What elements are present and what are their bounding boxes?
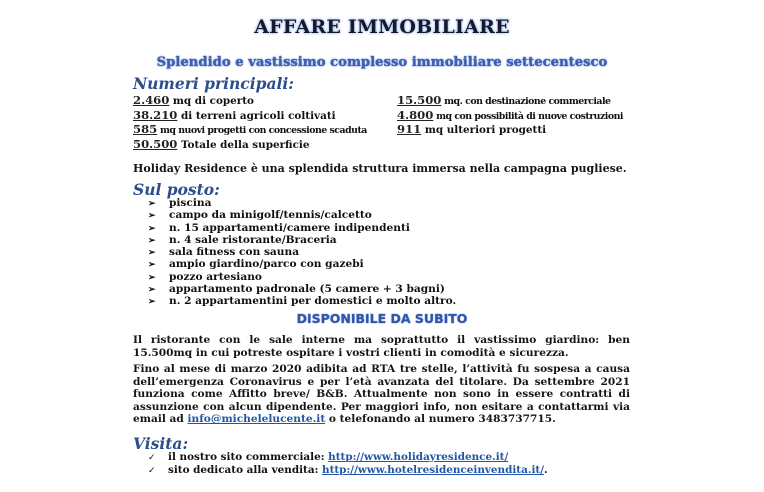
list-item-text: il nostro sito commerciale: [168,451,329,463]
number-label: Totale della superficie [177,138,310,151]
number-item [133,94,367,109]
number-value: 585 [133,122,158,136]
number-label: mq ulteriori progetti [421,124,547,136]
arrow-bullet-icon: ➢ [148,199,156,209]
arrow-bullet-icon: ➢ [148,260,156,271]
amenities-list [148,198,456,309]
numbers-left-column [133,94,367,152]
arrow-bullet-icon: ➢ [148,223,156,234]
list-item [148,451,548,464]
available-heading: DISPONIBILE DA SUBITO [296,311,468,326]
page-title: AFFARE IMMOBILIARE [254,16,510,38]
list-item-text: pozzo artesiano [169,270,262,283]
number-item [133,138,367,153]
available-paragraph-2 [133,363,630,426]
number-item [397,109,623,124]
number-item [397,94,623,109]
paragraph-text: Fino al mese di marzo 2020 adibita ad RTA tre stelle, l’attività fu sospesa a causa dell’emergenza Coronavirus e per l’età avanzata del titolare. Da settembre 2021 funziona come Affitto breve/ B&B. Attualmente non sono in essere contratti di assunzione con alcun dipendente. Per maggiori info, non esitare a contattarmi via email ad [133,363,630,426]
sale-site-link[interactable]: http://www.hotelresidenceinvendita.it/ [322,464,544,476]
list-item [148,464,548,477]
number-label: mq. con destinazione commerciale [441,96,611,107]
list-item-text: appartamento padronale (5 camere + 3 bagni) [169,283,445,296]
number-item [133,109,367,124]
checkmark-icon: ✓ [148,453,156,463]
paragraph-text: o telefonando al numero 3483737715. [325,413,556,426]
list-item-suffix: . [543,464,548,476]
arrow-bullet-icon: ➢ [148,285,156,296]
visit-heading: Visita: [133,434,189,453]
visit-list [148,451,548,477]
arrow-bullet-icon: ➢ [148,211,156,222]
page-subtitle: Splendido e vastissimo complesso immobiliare settecentesco [156,55,608,70]
number-item [397,123,623,138]
intro-text: Holiday Residence è una splendida struttura immersa nella campagna pugliese. [133,162,627,175]
list-item-text: campo da minigolf/tennis/calcetto [169,209,372,222]
list-item-text: sito dedicato alla vendita: [168,464,323,476]
number-label: di terreni agricoli coltivati [177,109,336,122]
numbers-right-column [397,94,623,138]
number-value: 50.500 [133,136,178,151]
list-item-text: n. 15 appartamenti/camere indipendenti [169,221,410,234]
email-link[interactable]: info@michelelucente.it [187,413,326,426]
arrow-bullet-icon: ➢ [148,235,156,246]
number-value: 15.500 [397,93,442,107]
checkmark-icon: ✓ [148,466,156,476]
number-label: mq di coperto [169,95,254,107]
number-value: 911 [397,122,422,136]
number-value: 38.210 [133,107,178,122]
number-label: mq nuovi progetti con concessione scaduta [157,125,367,136]
commercial-site-link[interactable]: http://www.holidayresidence.it/ [328,451,509,463]
number-label: mq con possibilità di nuove costruzioni [433,110,623,122]
list-item-text: sala fitness con sauna [169,246,300,259]
list-item-text: piscina [169,197,212,209]
available-paragraph-1: Il ristorante con le sale interne ma soprattutto il vastissimo giardino: ben 15.500mq in cui potreste ospitare i vostri clienti in comodità e sicurezza. [133,334,630,359]
number-value: 4.800 [397,107,434,122]
list-item-text: n. 2 appartamentini per domestici e molto altro. [169,295,457,308]
list-item [148,296,456,308]
arrow-bullet-icon: ➢ [148,272,156,283]
number-item [133,123,367,138]
arrow-bullet-icon: ➢ [148,248,156,259]
numbers-heading: Numeri principali: [133,74,295,93]
arrow-bullet-icon: ➢ [148,297,156,308]
list-item-text: n. 4 sale ristorante/Braceria [169,233,337,246]
amenities-heading: Sul posto: [133,180,220,199]
number-value: 2.460 [133,93,170,107]
list-item-text: ampio giardino/parco con gazebi [169,258,364,271]
